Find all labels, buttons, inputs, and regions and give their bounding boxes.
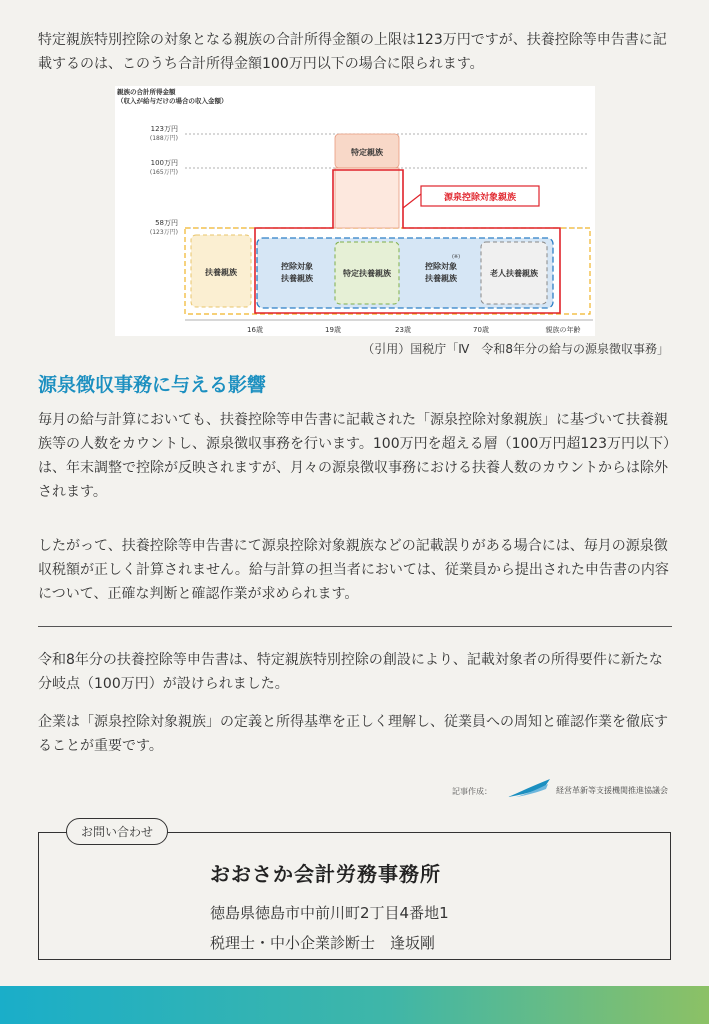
income-threshold-chart [115,86,595,336]
x-tick-23: 23歳 [395,326,411,334]
box-koujo2-line2: 扶養親族 [425,274,457,283]
label-gensen: 源泉控除対象親族 [443,193,517,203]
chart-title-line1: 親族の合計所得金額 [117,88,176,96]
contact-label: お問い合わせ [66,818,168,845]
divider [38,626,672,627]
paragraph-4: 企業は「源泉控除対象親族」の定義と所得基準を正しく理解し、従業員への周知と確認作業を徹底することが重要です。 [38,714,668,754]
chart-source: （引用）国税庁「Ⅳ 令和8年分の給与の源泉徴収事務」 [362,342,669,356]
credit-organization: 経営革新等支援機関推進協議会 [556,786,668,795]
x-axis-label: 親族の年齢 [545,326,581,334]
x-tick-19: 19歳 [325,326,341,334]
box-koujo-line2: 扶養親族 [281,274,313,283]
paragraph-1: 毎月の給与計算においても、扶養控除等申告書に記載された「源泉控除対象親族」に基づいて扶養親族等の人数をカウントし、源泉徴収事務を行います。100万円を超える層（100万円超123万円以下）は、年末調整で控除が反映されますが、月々の源泉徴収事務における扶養人数のカウントからは除外されます。 [38,412,671,500]
y-tick-58-sub: (123万円) [149,229,178,236]
office-name: おおさか会計労務事務所 [210,862,441,886]
council-logo-icon [506,778,552,802]
section-heading: 源泉徴収事務に与える影響 [38,374,267,396]
x-tick-16: 16歳 [247,326,263,334]
credit-label: 記事作成： [452,787,492,796]
box-tokutei-fuyo: 特定扶養親族 [343,269,391,278]
y-tick-123: 123万円 [150,125,178,133]
x-tick-70: 70歳 [473,326,489,334]
box-koujo-line1: 控除対象 [281,262,313,271]
office-address: 徳島県徳島市中前川町2丁目4番地1 [210,904,449,922]
box-koujo2-line1: 控除対象 [425,262,457,271]
box-koujo2-mark: (※) [451,254,461,260]
chart-title-line2: （収入が給与だけの場合の収入金額） [117,97,228,105]
paragraph-2: したがって、扶養控除等申告書にて源泉控除対象親族などの記載誤りがある場合には、毎月の源泉徴収税額が正しく計算されません。給与計算の担当者においては、従業員から提出された申告書の内容について、正確な判断と確認作業が求められます。 [38,538,669,602]
box-rojin: 老人扶養親族 [490,269,538,278]
box-fuyo: 扶養親族 [205,268,237,277]
paragraph-3: 令和8年分の扶養控除等申告書は、特定親族特別控除の創設により、記載対象者の所得要件に新たな分岐点（100万円）が設けられました。 [38,652,663,692]
box-tokutei-shinzoku: 特定親族 [351,148,383,157]
y-tick-100: 100万円 [150,159,178,167]
intro-paragraph: 特定親族特別控除の対象となる親族の合計所得金額の上限は123万円ですが、扶養控除等申告書に記載するのは、このうち合計所得金額100万円以下の場合に限られます。 [38,32,667,72]
office-staff: 税理士・中小企業診断士 逢坂剛 [210,934,436,952]
article-credit [452,778,682,800]
y-tick-100-sub: (165万円) [149,169,178,176]
y-tick-123-sub: (188万円) [149,135,178,142]
y-tick-58: 58万円 [155,219,178,227]
footer-gradient-bar [0,986,709,1024]
